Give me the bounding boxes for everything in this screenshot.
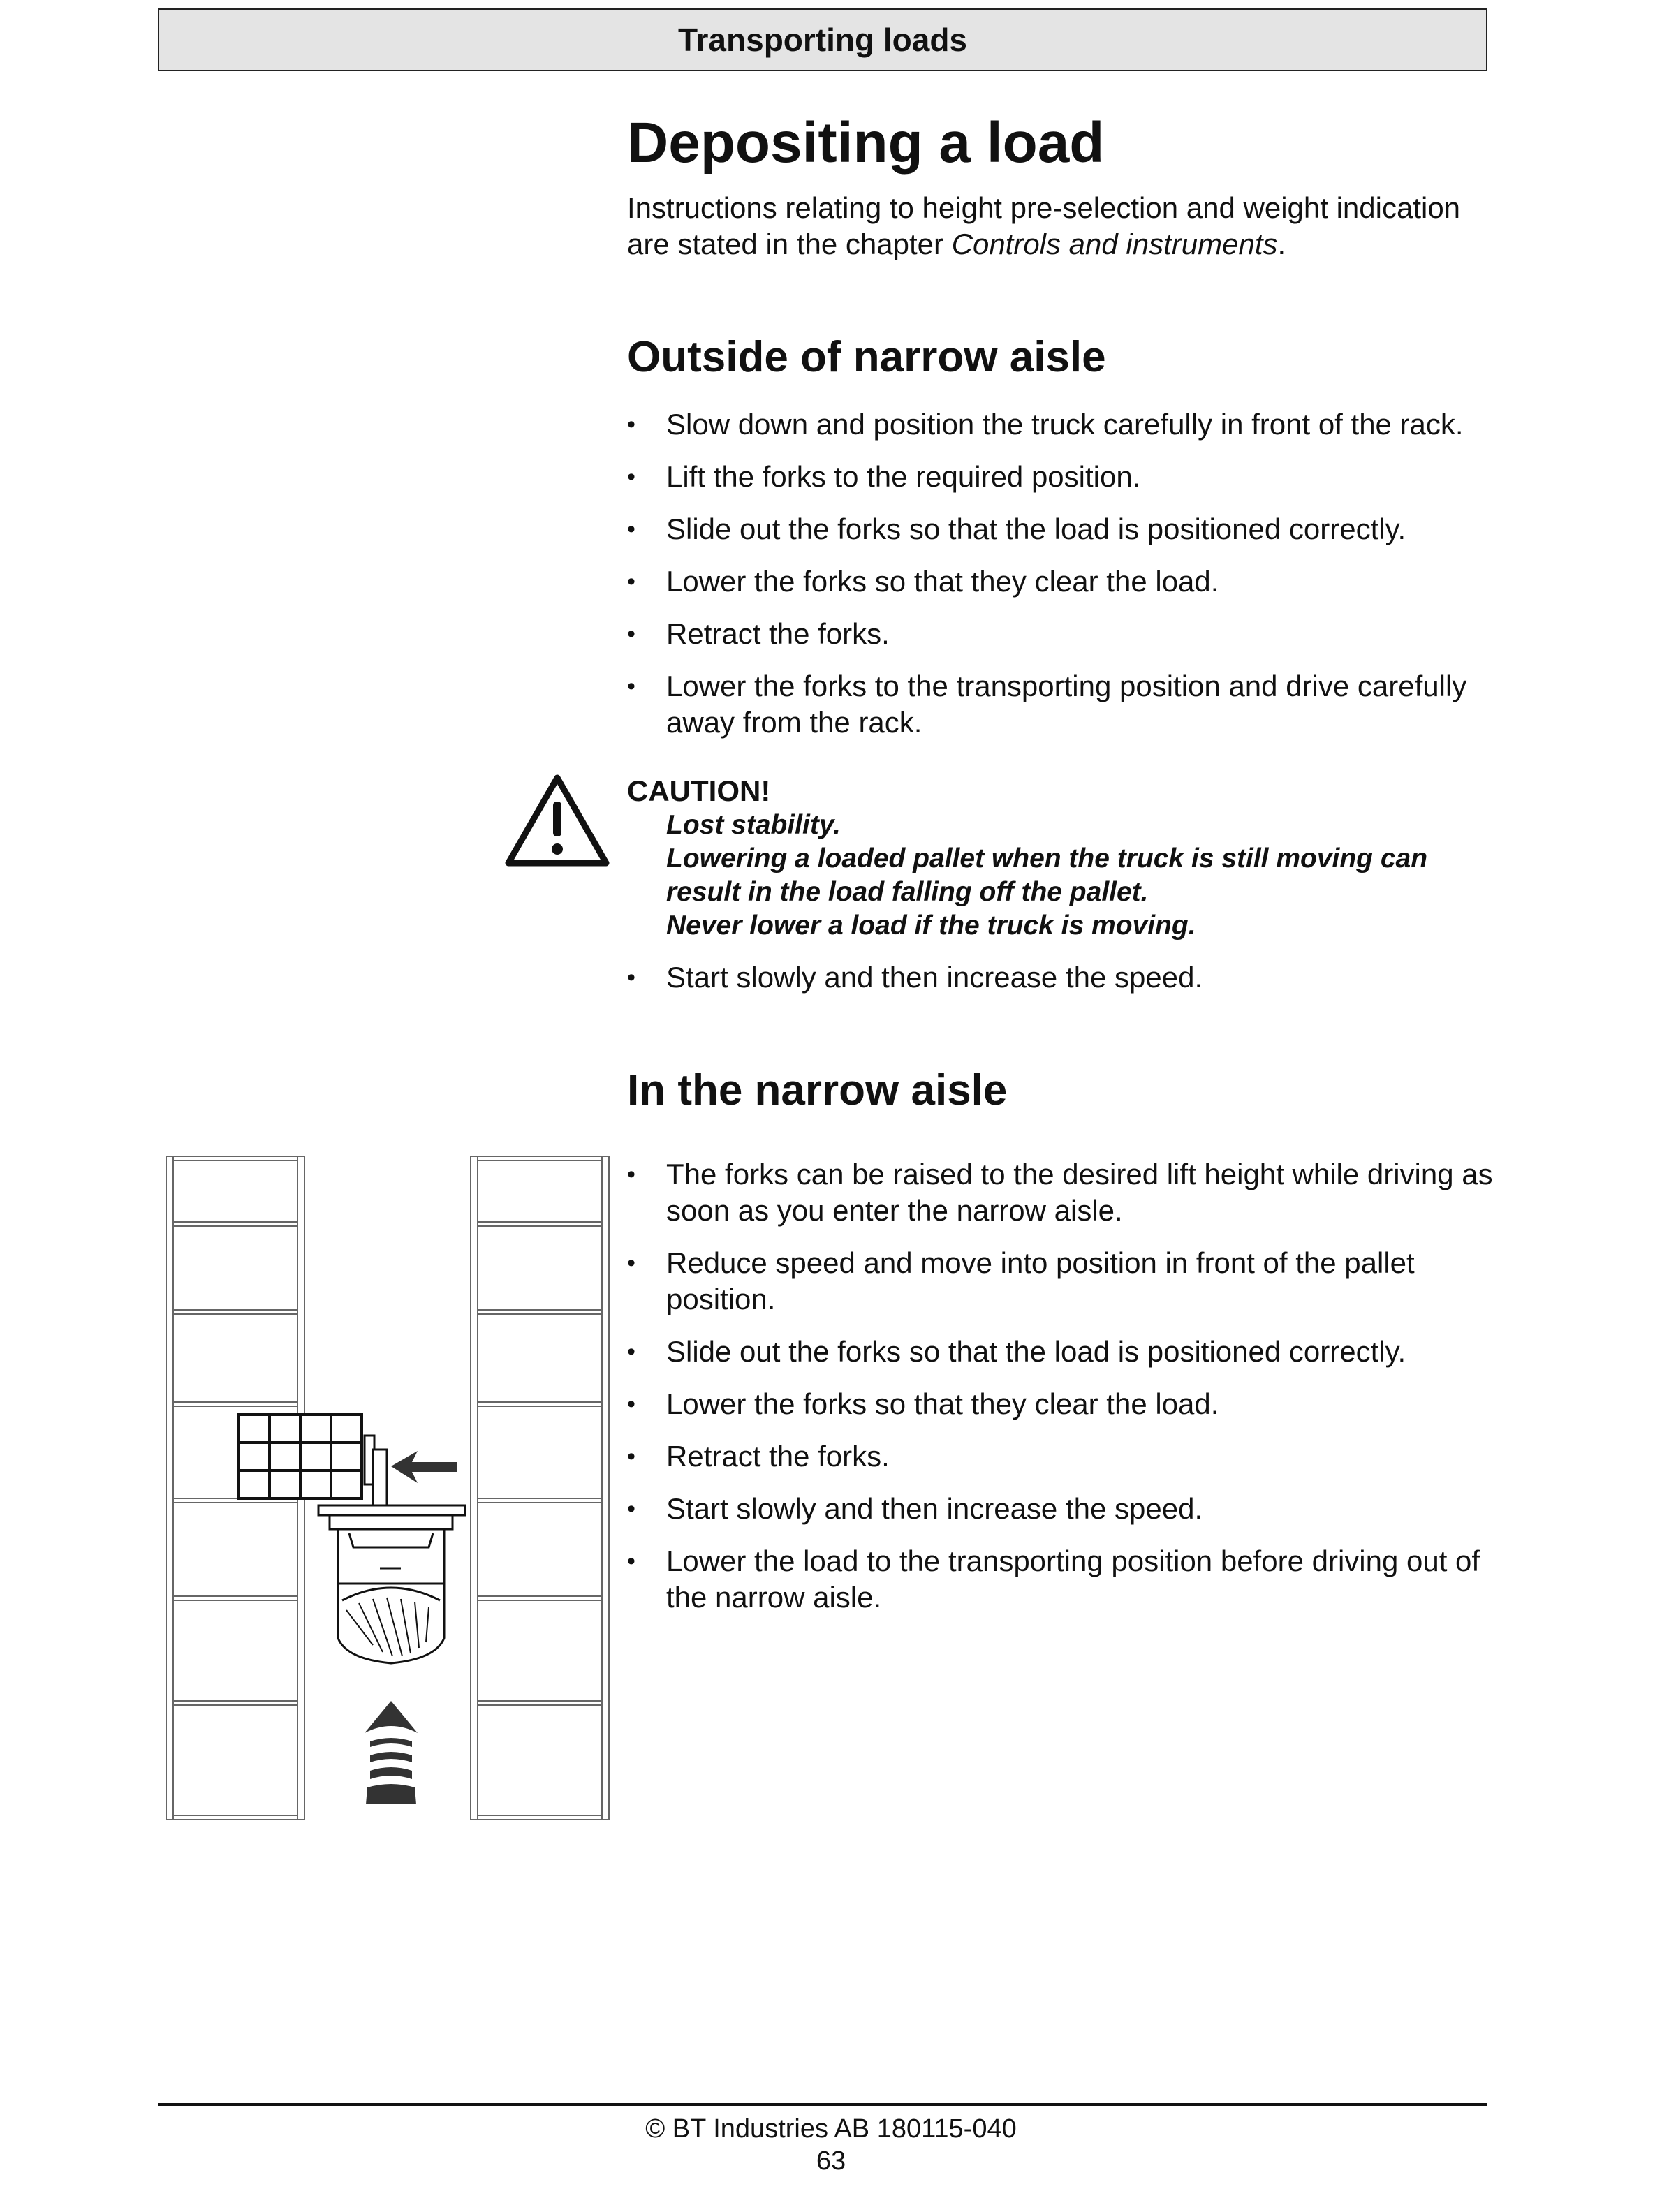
list-item: • Retract the forks. [627,616,1493,652]
list-item: • Lower the forks so that they clear the load. [627,1386,1493,1422]
rack-right [471,1156,609,1820]
list-item: • Slide out the forks so that the load is positioned correctly. [627,511,1493,547]
list-item: • Reduce speed and move into position in front of the pallet position. [627,1245,1493,1318]
list-item: • Slow down and position the truck carefully in front of the rack. [627,406,1493,443]
after-caution-steps [627,959,1493,1012]
page-number: 63 [816,2146,846,2176]
list-item: • Lift the forks to the required position. [627,459,1493,495]
narrow-aisle-steps [627,1156,1493,1632]
outside-aisle-steps [627,406,1493,757]
caution-line: Lowering a loaded pallet when the truck is still moving can result in the load falling off the pallet. [666,843,1428,907]
list-item: • Lower the forks so that they clear the load. [627,563,1493,600]
caution-title: CAUTION! [627,774,771,807]
intro-paragraph [627,190,1493,263]
section-header [158,8,1487,71]
list-item: • Slide out the forks so that the load is positioned correctly. [627,1334,1493,1370]
heading-narrow-aisle: In the narrow aisle [627,1066,1008,1114]
caution-box [627,774,1493,943]
narrow-aisle-diagram [163,1156,617,1855]
caution-line: Lost stability. [666,810,841,840]
arrow-up-travel-icon [365,1701,418,1804]
footer-copyright: © BT Industries AB 180115-040 [645,2114,1017,2144]
list-item: • Start slowly and then increase the speed. [627,1491,1493,1527]
caution-line: Never lower a load if the truck is moving. [666,910,1196,941]
arrow-left-icon [391,1451,457,1483]
intro-text-end: . [1277,228,1286,260]
list-item: • Start slowly and then increase the speed. [627,959,1493,996]
list-item: • Lower the load to the transporting position before driving out of the narrow aisle. [627,1543,1493,1616]
list-item: • Lower the forks to the transporting position and drive carefully away from the rack. [627,668,1493,741]
section-title: Transporting loads [677,22,968,58]
heading-outside-aisle: Outside of narrow aisle [627,333,1106,381]
footer-divider [158,2103,1487,2106]
warning-triangle-icon [504,774,610,870]
list-item: • Retract the forks. [627,1438,1493,1475]
page-title: Depositing a load [627,111,1105,175]
chapter-reference: Controls and instruments [951,228,1278,260]
list-item: • The forks can be raised to the desired lift height while driving as soon as you enter the narrow aisle. [627,1156,1493,1229]
intro-text: Instructions relating to height pre-selection and weight indication are stated in the chapter [627,191,1461,260]
pallet-load [239,1415,362,1498]
